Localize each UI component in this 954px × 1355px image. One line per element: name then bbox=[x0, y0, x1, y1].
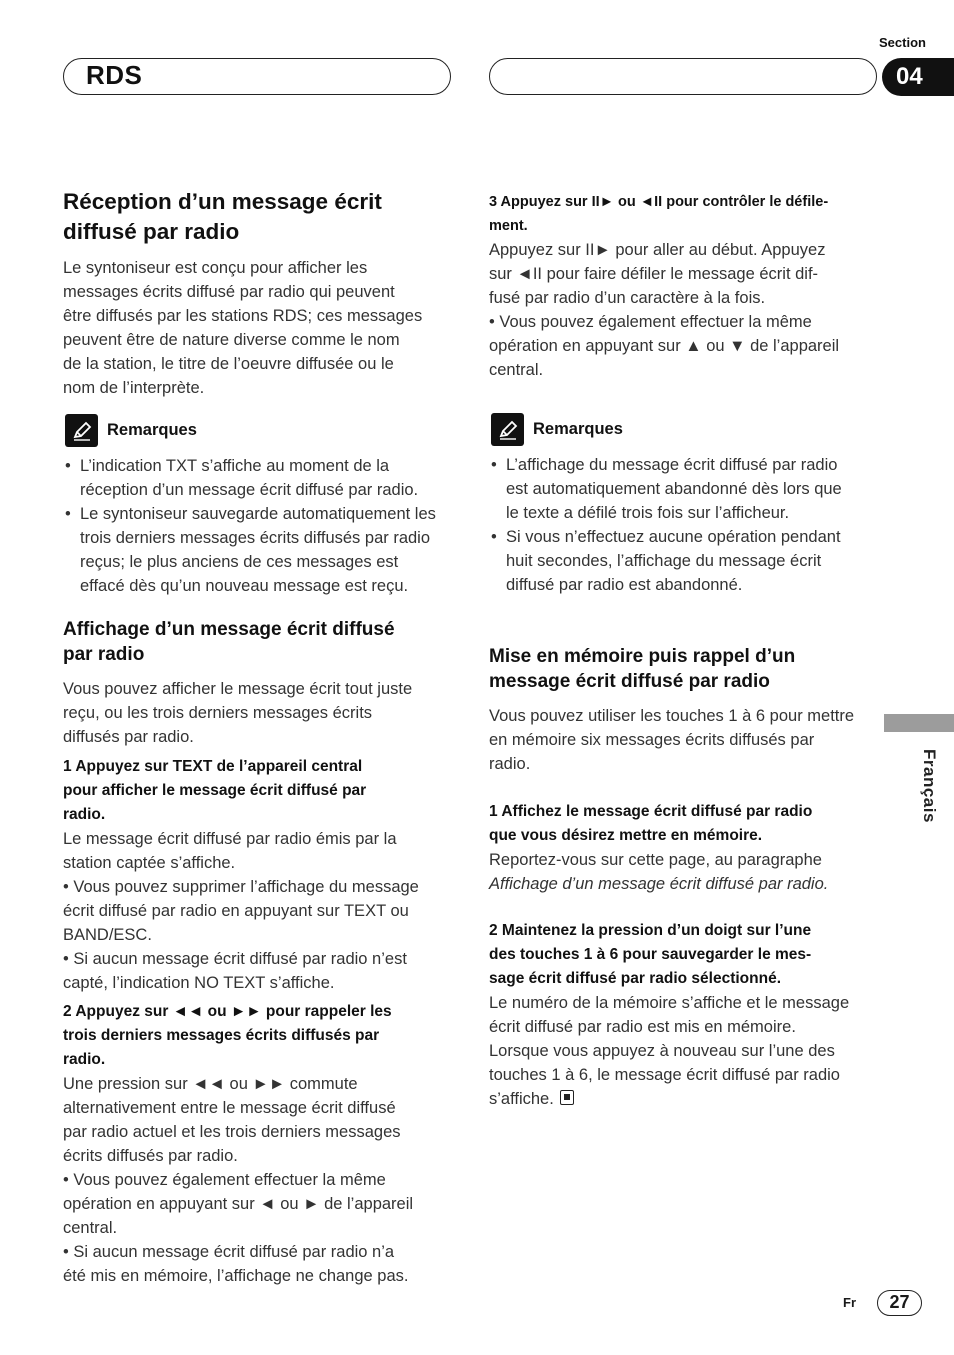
step-line: des touches 1 à 6 pour sauvegarder le mes- bbox=[489, 946, 812, 963]
text-line: Vous pouvez utiliser les touches 1 à 6 pour mettre bbox=[489, 707, 855, 725]
title-line: Affichage d’un message écrit diffusé bbox=[63, 619, 395, 640]
page-number: 27 bbox=[877, 1290, 922, 1316]
step-1-body bbox=[63, 827, 419, 995]
intro-paragraph bbox=[63, 256, 422, 400]
title-line: Réception d’un message écrit bbox=[63, 189, 382, 214]
text-line: Reportez-vous sur cette page, au paragraphe bbox=[489, 851, 822, 869]
text-line: • Vous pouvez également effectuer la même bbox=[489, 313, 812, 331]
title-line: par radio bbox=[63, 644, 145, 665]
note-item bbox=[489, 453, 842, 525]
text-line bbox=[489, 1087, 849, 1111]
subsection-intro bbox=[63, 677, 412, 749]
notes-title: Remarques bbox=[107, 421, 197, 439]
text-line: central. bbox=[63, 1219, 118, 1237]
text-line: • Si aucun message écrit diffusé par radio n’est bbox=[63, 950, 407, 968]
notes-list bbox=[489, 453, 842, 597]
text-line: écrits diffusés par radio. bbox=[63, 1147, 238, 1165]
text-line: • L’affichage du message écrit diffusé par radio bbox=[506, 456, 838, 474]
step-1-heading bbox=[63, 755, 366, 827]
subsection-title bbox=[63, 617, 395, 667]
step-2-heading bbox=[489, 919, 811, 991]
text-line: • Si aucun message écrit diffusé par radio n’a bbox=[63, 1243, 395, 1261]
note-item bbox=[489, 525, 842, 597]
step-2-heading bbox=[63, 1000, 392, 1072]
text-line: été mis en mémoire, l’affichage ne change pas. bbox=[63, 1267, 409, 1285]
text-line: capté, l’indication NO TEXT s’affiche. bbox=[63, 974, 335, 992]
text-line: • Si vous n’effectuez aucune opération pendant bbox=[506, 528, 841, 546]
step-line: trois derniers messages écrits diffusés par bbox=[63, 1027, 380, 1044]
text-line: station captée s’affiche. bbox=[63, 854, 236, 872]
pencil-note-icon bbox=[65, 414, 98, 447]
text-line: par radio actuel et les trois derniers messages bbox=[63, 1123, 401, 1141]
subsection-intro bbox=[489, 704, 854, 776]
text-line: diffusé par radio est abandonné. bbox=[506, 576, 743, 594]
text-line: opération en appuyant sur ◄ ou ► de l’appareil bbox=[63, 1195, 414, 1213]
language-side-label: Français bbox=[920, 749, 939, 823]
text-line: sur ◄II pour faire défiler le message écrit dif- bbox=[489, 265, 819, 283]
step-2-body bbox=[489, 991, 849, 1111]
text-span: s’affiche. bbox=[489, 1090, 554, 1108]
text-line: Affichage d’un message écrit diffusé par radio. bbox=[489, 875, 829, 893]
text-line: reçus; le plus anciens de ces messages est bbox=[80, 553, 399, 571]
notes-list bbox=[63, 454, 436, 598]
text-line: • L’indication TXT s’affiche au moment de la bbox=[80, 457, 390, 475]
text-line: Lorsque vous appuyez à nouveau sur l’une des bbox=[489, 1042, 835, 1060]
text-line: alternativement entre le message écrit diffusé bbox=[63, 1099, 396, 1117]
text-line: • Vous pouvez supprimer l’affichage du message bbox=[63, 878, 419, 896]
text-line: reçu, ou les trois derniers messages écrits bbox=[63, 704, 373, 722]
text-line: central. bbox=[489, 361, 544, 379]
text-line: huit secondes, l’affichage du message écrit bbox=[506, 552, 822, 570]
header-title: RDS bbox=[86, 60, 143, 90]
text-line: • Vous pouvez également effectuer la même bbox=[63, 1171, 386, 1189]
end-of-section-icon bbox=[560, 1090, 574, 1105]
text-line: est automatiquement abandonné dès lors que bbox=[506, 480, 842, 498]
title-line: Mise en mémoire puis rappel d’un bbox=[489, 646, 796, 667]
header-title-box bbox=[63, 58, 451, 95]
step-line: radio. bbox=[63, 806, 106, 823]
notes-header bbox=[491, 413, 623, 446]
text-line: Le syntoniseur est conçu pour afficher les bbox=[63, 259, 368, 277]
subsection-title bbox=[489, 644, 795, 694]
note-item bbox=[63, 502, 436, 598]
text-line: Appuyez sur II► pour aller au début. Appuyez bbox=[489, 241, 826, 259]
step-line: 1 Affichez le message écrit diffusé par radio bbox=[489, 803, 813, 820]
step-line: 2 Appuyez sur ◄◄ ou ►► pour rappeler les bbox=[63, 1003, 392, 1020]
page-language-code: Fr bbox=[843, 1295, 856, 1310]
text-line: en mémoire six messages écrits diffusés par bbox=[489, 731, 815, 749]
step-line: 2 Maintenez la pression d’un doigt sur l’une bbox=[489, 922, 812, 939]
language-tab-marker bbox=[884, 714, 954, 732]
notes-title: Remarques bbox=[533, 420, 623, 438]
text-line: Le message écrit diffusé par radio émis par la bbox=[63, 830, 397, 848]
text-line: réception d’un message écrit diffusé par radio. bbox=[80, 481, 419, 499]
text-line: Une pression sur ◄◄ ou ►► commute bbox=[63, 1075, 358, 1093]
text-line: messages écrits diffusé par radio qui peuvent bbox=[63, 283, 395, 301]
text-line: de la station, le titre de l’oeuvre diffusée ou le bbox=[63, 355, 394, 373]
text-line: écrit diffusé par radio est mis en mémoire. bbox=[489, 1018, 796, 1036]
text-line: fusé par radio d’un caractère à la fois. bbox=[489, 289, 766, 307]
text-line: nom de l’interprète. bbox=[63, 379, 205, 397]
text-line: touches 1 à 6, le message écrit diffusé par radio bbox=[489, 1066, 840, 1084]
pencil-note-icon bbox=[491, 413, 524, 446]
text-line: effacé dès qu’un nouveau message est reçu. bbox=[80, 577, 409, 595]
step-line: radio. bbox=[63, 1051, 106, 1068]
text-line: peuvent être de nature diverse comme le nom bbox=[63, 331, 400, 349]
step-1-heading bbox=[489, 800, 812, 848]
step-1-body bbox=[489, 848, 828, 896]
text-line: radio. bbox=[489, 755, 531, 773]
step-line: 3 Appuyez sur II► ou ◄II pour contrôler le défile- bbox=[489, 194, 829, 210]
note-item bbox=[63, 454, 436, 502]
title-line: diffusé par radio bbox=[63, 219, 240, 244]
step-line: que vous désirez mettre en mémoire. bbox=[489, 827, 763, 844]
text-line: diffusés par radio. bbox=[63, 728, 194, 746]
step-3-body bbox=[489, 238, 839, 382]
step-2-body bbox=[63, 1072, 413, 1288]
title-line: message écrit diffusé par radio bbox=[489, 671, 770, 692]
section-label: Section bbox=[879, 35, 926, 50]
text-line: écrit diffusé par radio en appuyant sur TEXT ou bbox=[63, 902, 409, 920]
text-line: trois derniers messages écrits diffusés par radio bbox=[80, 529, 431, 547]
step-3-heading bbox=[489, 190, 828, 238]
text-line: le texte a défilé trois fois sur l’afficheur. bbox=[506, 504, 790, 522]
text-line: Vous pouvez afficher le message écrit tout juste bbox=[63, 680, 413, 698]
step-line: sage écrit diffusé par radio sélectionné. bbox=[489, 970, 782, 987]
step-line: 1 Appuyez sur TEXT de l’appareil central bbox=[63, 758, 363, 775]
notes-header bbox=[65, 414, 197, 447]
text-line: opération en appuyant sur ▲ ou ▼ de l’appareil bbox=[489, 337, 840, 355]
text-line: BAND/ESC. bbox=[63, 926, 152, 944]
step-line: ment. bbox=[489, 218, 528, 234]
text-line: Le numéro de la mémoire s’affiche et le message bbox=[489, 994, 850, 1012]
text-line: • Le syntoniseur sauvegarde automatiquement les bbox=[80, 505, 436, 523]
step-line: pour afficher le message écrit diffusé par bbox=[63, 782, 367, 799]
section-number-tab: 04 bbox=[882, 58, 954, 96]
text-line: être diffusés par les stations RDS; ces messages bbox=[63, 307, 423, 325]
header-blank-box bbox=[489, 58, 877, 95]
section-title bbox=[63, 187, 382, 247]
